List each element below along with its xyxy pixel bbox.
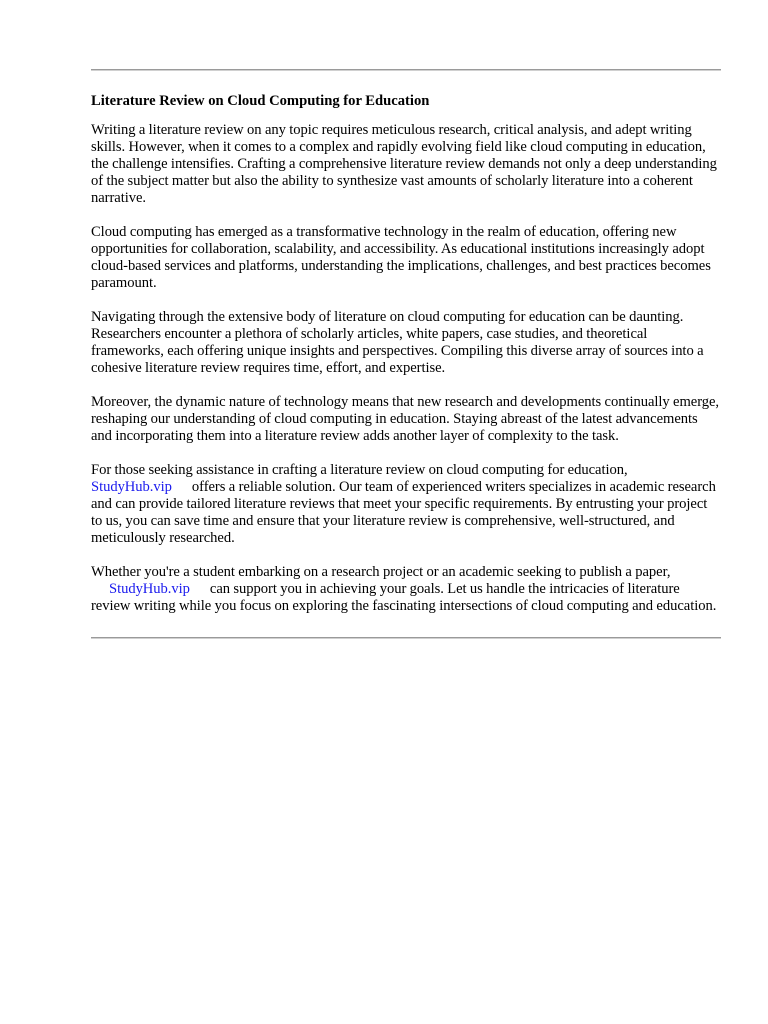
paragraph-4: Moreover, the dynamic nature of technology means that new research and developments continually emerge, reshaping our understanding of cloud computing in education. Staying abreast of the latest advancements and incorporating them into a literature review adds another layer of complexity to the task. — [91, 394, 720, 444]
paragraph-1: Writing a literature review on any topic requires meticulous research, critical analysis, and adept writing skills. However, when it comes to a complex and rapidly evolving field like cloud computing in education, the challenge intensifies. Crafting a comprehensive literature review demands not only a deep understanding of the subject matter but also the ability to synthesize vast amounts of scholarly literature into a coherent narrative. — [91, 122, 717, 206]
top-divider — [91, 69, 721, 71]
paragraph-6-lead: Whether you're a student embarking on a research project or an academic seeking to publish a paper, — [91, 564, 671, 580]
document-page — [91, 69, 721, 639]
studyhub-link-2[interactable]: StudyHub.vip — [109, 581, 190, 597]
document-title: Literature Review on Cloud Computing for Education — [91, 93, 430, 109]
paragraph-5-lead: For those seeking assistance in crafting a literature review on cloud computing for education, — [91, 462, 628, 478]
paragraph-3: Navigating through the extensive body of literature on cloud computing for education can be daunting. Researchers encounter a plethora of scholarly articles, white papers, case studies, and theoretical frameworks, each offering unique insights and perspectives. Compiling this diverse array of sources into a cohesive literature review requires time, effort, and expertise. — [91, 309, 704, 376]
bottom-divider — [91, 637, 721, 639]
paragraph-5-rest: offers a reliable solution. Our team of experienced writers specializes in academic research and can provide tailored literature reviews that meet your specific requirements. By entrusting your project to us, you can save time and ensure that your literature review is comprehensive, well-structured, and meticulously researched. — [91, 479, 716, 546]
paragraph-2: Cloud computing has emerged as a transformative technology in the realm of education, offering new opportunities for collaboration, scalability, and accessibility. As educational institutions increasingly adopt cloud-based services and platforms, understanding the implications, challenges, and best practices becomes paramount. — [91, 224, 711, 291]
paragraph-6-rest: can support you in achieving your goals. Let us handle the intricacies of literature review writing while you focus on exploring the fascinating intersections of cloud computing and education. — [91, 581, 717, 614]
paragraph-6 — [91, 564, 721, 615]
studyhub-link[interactable]: StudyHub.vip — [91, 479, 172, 495]
paragraph-5 — [91, 462, 721, 547]
